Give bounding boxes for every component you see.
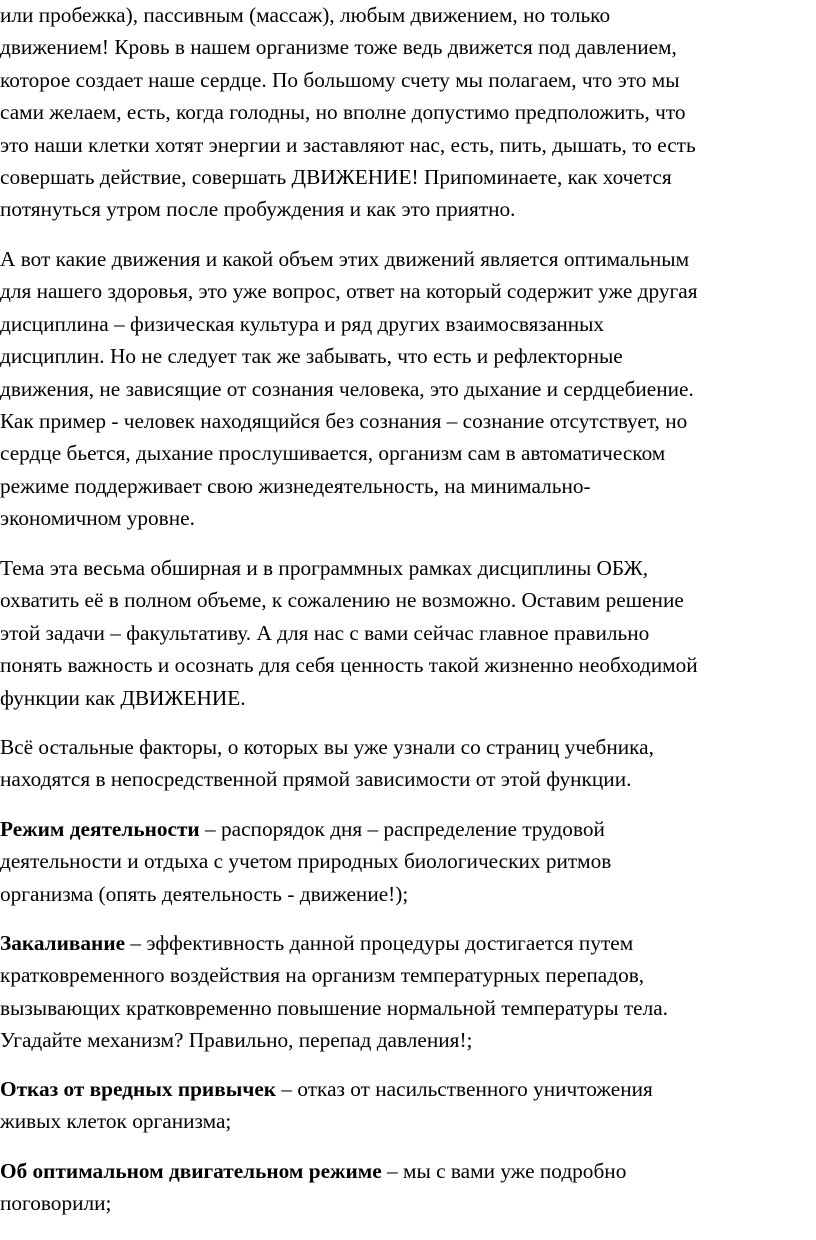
text-line: экономичном уровне. <box>0 506 195 531</box>
text-line <box>0 813 812 845</box>
text-line: функции как ДВИЖЕНИЕ. <box>0 685 246 710</box>
term-heading: Отказ от вредных привычек <box>0 1077 277 1101</box>
text-line: потянуться утром после пробуждения и как это приятно. <box>0 197 516 222</box>
term-definition: – отказ от насильственного уничтожения <box>276 1077 653 1101</box>
term-heading: Закаливание <box>0 931 126 955</box>
text-line: или пробежка), пассивным (массаж), любым движением, но только <box>0 3 611 27</box>
text-line: кратковременного воздействия на организм температурных перепадов, <box>0 963 645 988</box>
text-line: дисциплина – физическая культура и ряд других взаимосвязанных <box>0 311 605 336</box>
paragraph <box>0 731 812 796</box>
text-line: сами желаем, есть, когда голодны, но вполне допустимо предположить, что <box>0 100 686 125</box>
term-definition: – распорядок дня – распределение трудовой <box>199 817 605 841</box>
text-line: движения, не зависящие от сознания человека, это дыхание и сердцебиение. <box>0 376 694 401</box>
paragraph <box>0 243 812 535</box>
text-line <box>0 1073 812 1105</box>
term-definition: – мы с вами уже подробно <box>381 1159 627 1183</box>
text-line: для нашего здоровья, это уже вопрос, ответ на который содержит уже другая <box>0 279 698 304</box>
paragraph <box>0 1073 812 1138</box>
term-definition: – эффективность данной процедуры достигается путем <box>125 931 634 955</box>
term-heading: Режим деятельности <box>0 817 200 841</box>
paragraph <box>0 813 812 910</box>
text-line: понять важность и осознать для себя ценность такой жизненно необходимой <box>0 653 698 678</box>
text-line: охватить её в полном объеме, к сожалению не возможно. Оставим решение <box>0 588 684 613</box>
text-line: живых клеток организма; <box>0 1109 232 1134</box>
text-line: А вот какие движения и какой объем этих движений является оптимальным <box>0 247 690 271</box>
text-line: поговорили; <box>0 1191 112 1216</box>
text-line: это наши клетки хотят энергии и заставляют нас, есть, пить, дышать, то есть <box>0 132 696 157</box>
text-line: находятся в непосредственной прямой зависимости от этой функции. <box>0 767 632 792</box>
text-line: деятельности и отдыха с учетом природных биологических ритмов <box>0 849 612 874</box>
text-line: дисциплин. Но не следует так же забывать, что есть и рефлекторные <box>0 344 623 369</box>
text-line: организма (опять деятельность - движение!); <box>0 881 409 906</box>
paragraph <box>0 552 812 714</box>
text-line: которое создает наше сердце. По большому счету мы полагаем, что это мы <box>0 67 680 92</box>
text-line: режиме поддерживает свою жизнедеятельность, на минимально- <box>0 473 591 498</box>
text-line: совершать действие, совершать ДВИЖЕНИЕ! Припоминаете, как хочется <box>0 164 672 189</box>
text-line: движением! Кровь в нашем организме тоже ведь движется под давлением, <box>0 35 677 60</box>
term-heading: Об оптимальном двигательном режиме <box>0 1159 382 1183</box>
paragraph <box>0 927 812 1057</box>
text-line: Как пример - человек находящийся без сознания – сознание отсутствует, но <box>0 408 688 433</box>
text-line: Угадайте механизм? Правильно, перепад давления!; <box>0 1028 473 1053</box>
text-line: этой задачи – факультативу. А для нас с вами сейчас главное правильно <box>0 620 650 645</box>
text-line <box>0 1155 812 1187</box>
text-line: сердце бьется, дыхание прослушивается, организм сам в автоматическом <box>0 441 666 466</box>
text-line: Тема эта весьма обширная и в программных рамках дисциплины ОБЖ, <box>0 556 649 580</box>
text-line: Всё остальные факторы, о которых вы уже узнали со страниц учебника, <box>0 735 654 759</box>
text-line <box>0 927 812 959</box>
paragraph <box>0 0 812 226</box>
text-line: вызывающих кратковременно повышение нормальной температуры тела. <box>0 995 669 1020</box>
paragraph <box>0 1155 812 1220</box>
